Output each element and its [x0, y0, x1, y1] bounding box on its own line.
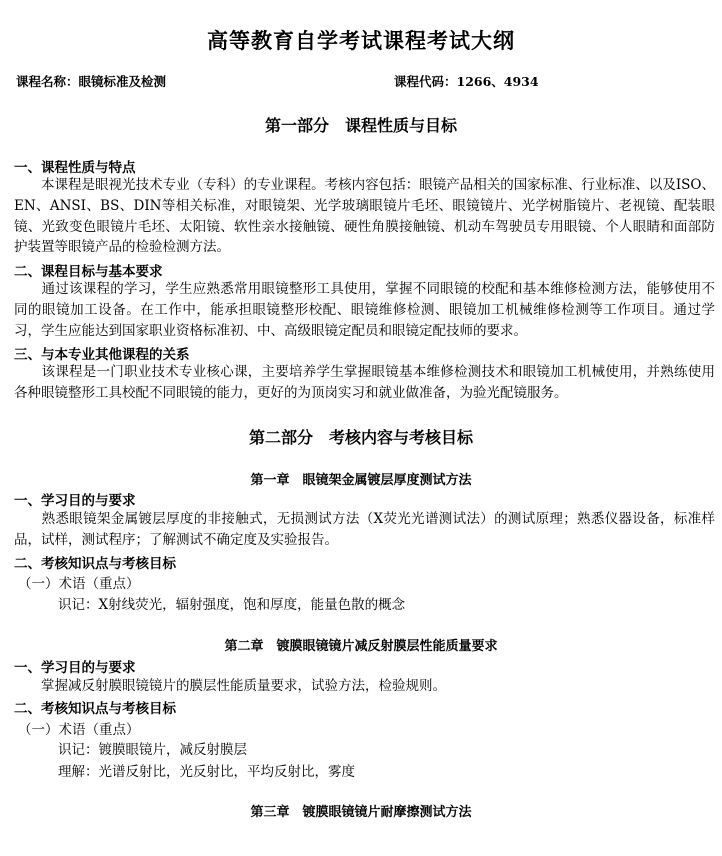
document-title: 高等教育自学考试课程考试大纲	[207, 29, 515, 53]
chapter-one-section-body-purpose: 熟悉眼镜架金属镀层厚度的非接触式，无损测试方法（X荧光光谱测试法）的测试原理；熟悉仪器设备，标准样品，试样，测试程序；了解测试不确定度及实验报告。	[14, 511, 715, 548]
course-name: 课程名称：眼镜标准及检测	[16, 74, 167, 89]
chapter-one-section-title-purpose: 一、学习目的与要求	[14, 493, 136, 509]
section-body-nature: 本课程是眼视光技术专业（专科）的专业课程。考核内容包括：眼镜产品相关的国家标准、行业标准、以及ISO、EN、ANSI、BS、DIN等相关标准，对眼镜架、光学玻璃眼镜片毛坯、眼镜镜片、光学树脂镜片、老视镜、配装眼镜、光致变色眼镜片毛坯、太阳镜、软性亲水接触镜、硬性角膜接触镜、机动车驾驶员专用眼镜、个人眼睛和面部防护装置等眼镜产品的检验检测方法。	[14, 177, 715, 256]
part-two-heading: 第二部分 考核内容与考核目标	[248, 428, 473, 447]
chapter-two-section-title-purpose: 一、学习目的与要求	[14, 660, 136, 676]
section-body-relations: 该课程是一门职业技术专业核心课，主要培养学生掌握眼镜基本维修检测技术和眼镜加工机械使用，并熟练使用各种眼镜整形工具校配不同眼镜的能力，更好的为顶岗实习和就业做准备，为验光配镜服务。	[14, 364, 715, 401]
chapter-two-title: 第二章 镀膜眼镜镜片减反射膜层性能质量要求	[224, 639, 498, 654]
chapter-two-section-body-purpose: 掌握减反射膜眼镜镜片的膜层性能质量要求，试验方法，检验规则。	[14, 678, 446, 694]
section-title-relations: 三、与本专业其他课程的关系	[14, 347, 190, 363]
chapter-one-section-title-exam: 二、考核知识点与考核目标	[14, 556, 176, 572]
course-code: 课程代码：1266、4934	[394, 74, 539, 89]
chapter-two-subsection-terms: （一）术语（重点）	[18, 722, 140, 738]
chapter-two-section-title-exam: 二、考核知识点与考核目标	[14, 701, 176, 717]
chapter-two-item-memorize: 识记：镀膜眼镜片，减反射膜层	[58, 742, 247, 758]
chapter-one-subsection-terms: （一）术语（重点）	[18, 576, 140, 592]
part-one-heading: 第一部分 课程性质与目标	[264, 116, 457, 135]
chapter-two-item-understand: 理解：光谱反射比，光反射比，平均反射比，雾度	[58, 764, 355, 780]
chapter-one-item-memorize: 识记：X射线荧光，辐射强度，饱和厚度，能量色散的概念	[58, 597, 406, 613]
chapter-three-title: 第三章 镀膜眼镜镜片耐摩擦测试方法	[250, 805, 472, 820]
section-body-goals: 通过该课程的学习，学生应熟悉常用眼镜整形工具使用，掌握不同眼镜的校配和基本维修检测方法，能够使用不同的眼镜加工设备。在工作中，能承担眼镜整形校配、眼镜维修检测、眼镜加工机械维修检测等工作项目。通过学习，学生应能达到国家职业资格标准初、中、高级眼镜定配员和眼镜定配技师的要求。	[14, 281, 715, 339]
chapter-one-title: 第一章 眼镜架金属镀层厚度测试方法	[250, 473, 472, 488]
section-title-nature: 一、课程性质与特点	[14, 160, 136, 176]
section-title-goals: 二、课程目标与基本要求	[14, 264, 163, 280]
